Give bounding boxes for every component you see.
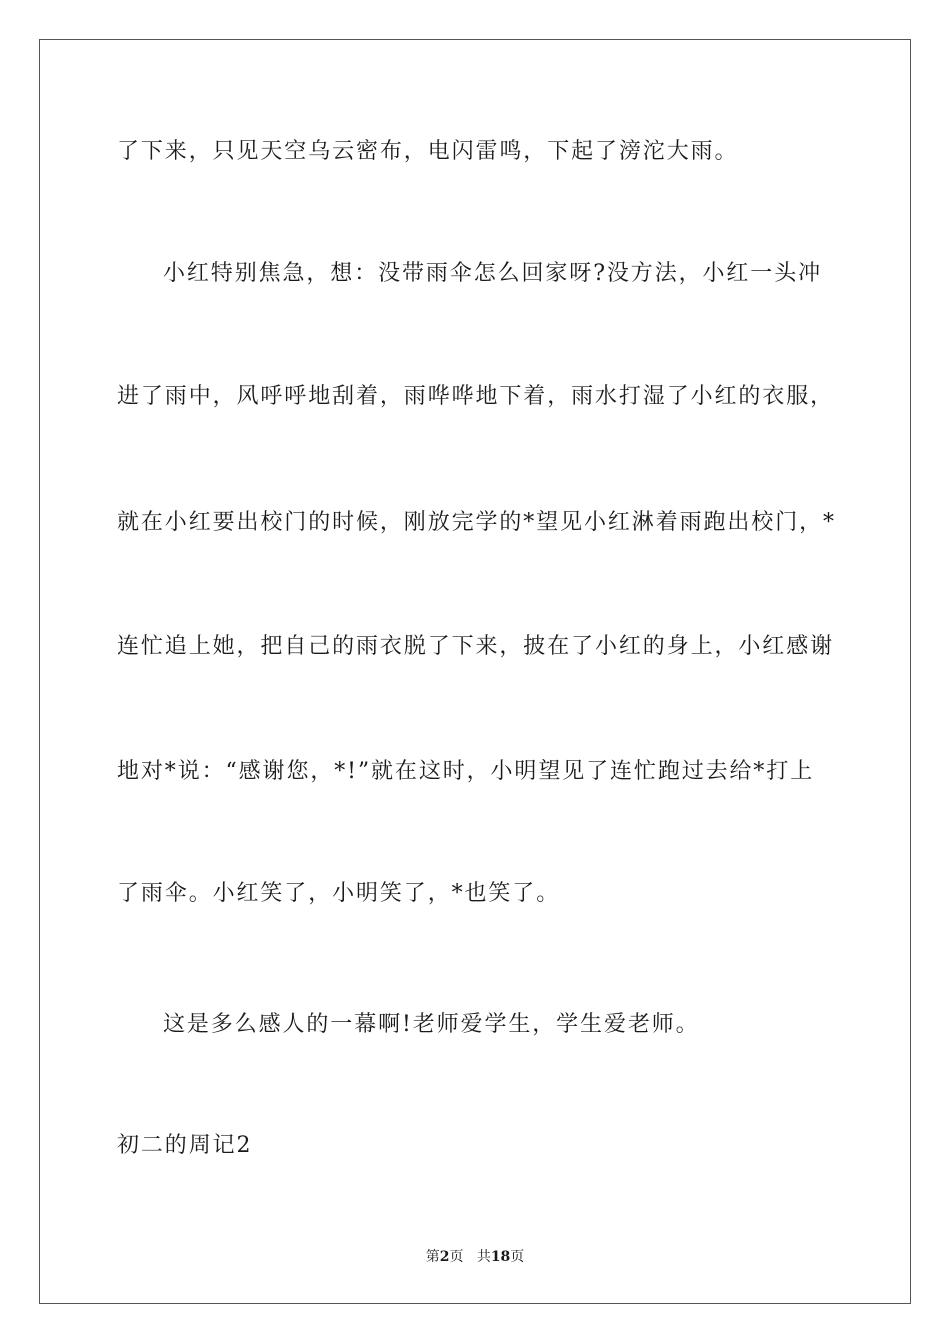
page-border xyxy=(39,39,911,1304)
page-prefix: 第 xyxy=(425,1249,440,1265)
paragraph-line-7: 了雨伞。小红笑了，小明笑了，*也笑了。 xyxy=(117,881,561,906)
paragraph-line-8: 这是多么感人的一幕啊!老师爱学生，学生爱老师。 xyxy=(163,1012,700,1037)
total-pages: 18 xyxy=(490,1249,511,1265)
paragraph-line-2: 小红特别焦急，想：没带雨伞怎么回家呀?没方法，小红一头冲 xyxy=(163,261,822,286)
paragraph-line-6: 地对*说：“感谢您，*!”就在这时，小明望见了连忙跑过去给*打上 xyxy=(117,759,815,784)
section-heading: 初二的周记2 xyxy=(117,1133,253,1158)
total-suffix: 页 xyxy=(510,1249,525,1265)
page-footer xyxy=(0,1247,950,1267)
total-prefix: 共 xyxy=(476,1249,491,1265)
paragraph-line-4: 就在小红要出校门的时候，刚放完学的*望见小红淋着雨跑出校门，* xyxy=(117,510,836,535)
paragraph-line-1: 了下来，只见天空乌云密布，电闪雷鸣，下起了滂沱大雨。 xyxy=(117,139,739,164)
paragraph-line-3: 进了雨中，风呼呼地刮着，雨哗哗地下着，雨水打湿了小红的衣服， xyxy=(117,384,835,409)
paragraph-line-5: 连忙追上她，把自己的雨衣脱了下来，披在了小红的身上，小红感谢 xyxy=(117,634,835,659)
page-number: 2 xyxy=(439,1249,450,1265)
page-suffix: 页 xyxy=(449,1249,464,1265)
